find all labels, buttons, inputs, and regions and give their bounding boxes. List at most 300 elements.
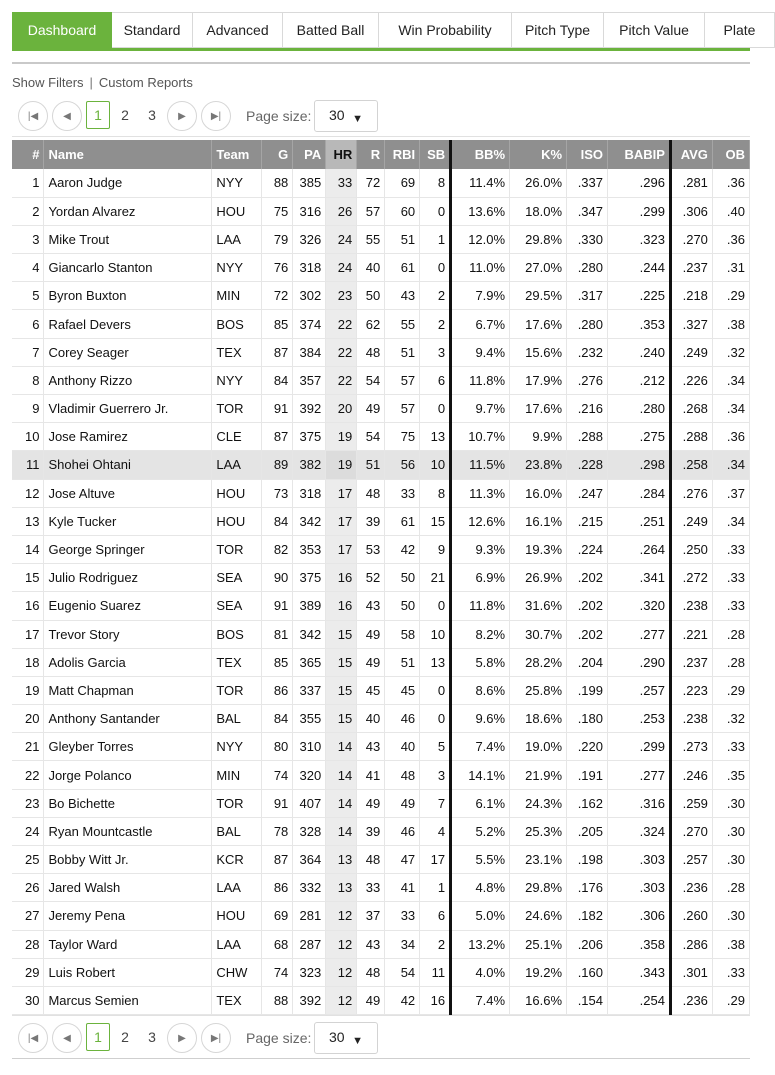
col-iso-cell: .247 <box>567 479 608 507</box>
col-rbi-cell: 45 <box>385 676 420 704</box>
col-name-cell[interactable]: Taylor Ward <box>44 930 212 958</box>
col-rank-cell: 13 <box>12 507 44 535</box>
col-team-cell[interactable]: TOR <box>212 789 262 817</box>
col-name-cell[interactable]: Anthony Rizzo <box>44 366 212 394</box>
col-rbi-cell: 40 <box>385 733 420 761</box>
col-bb-pct-cell: 11.4% <box>451 169 510 197</box>
col-hr-cell: 15 <box>326 620 357 648</box>
col-bb-pct-cell: 5.8% <box>451 648 510 676</box>
last-page-icon[interactable]: ▶| <box>201 1023 231 1053</box>
col-sb-cell: 5 <box>420 733 451 761</box>
first-page-icon[interactable]: |◀ <box>18 1023 48 1053</box>
col-bb-pct-cell: 11.3% <box>451 479 510 507</box>
table-row[interactable] <box>12 986 750 1014</box>
col-g-cell: 76 <box>262 254 293 282</box>
col-name-cell[interactable]: Eugenio Suarez <box>44 592 212 620</box>
table-row[interactable] <box>12 648 750 676</box>
page-1[interactable]: 1 <box>86 1023 110 1051</box>
col-pa-cell: 392 <box>293 986 326 1014</box>
tab-pitch-value[interactable]: Pitch Value <box>604 12 705 48</box>
table-row[interactable] <box>12 733 750 761</box>
col-bb-pct-cell: 6.9% <box>451 564 510 592</box>
page-2[interactable]: 2 <box>121 107 129 123</box>
table-row[interactable] <box>12 395 750 423</box>
col-obp-cell: .34 <box>712 395 749 423</box>
page-size-select[interactable] <box>314 1022 378 1054</box>
col-pa-cell: 337 <box>293 676 326 704</box>
col-babip-cell: .324 <box>608 817 671 845</box>
col-babip-cell: .244 <box>608 254 671 282</box>
col-rbi-cell: 33 <box>385 902 420 930</box>
table-row[interactable] <box>12 676 750 704</box>
col-name-cell[interactable]: Yordan Alvarez <box>44 197 212 225</box>
col-sb-cell: 9 <box>420 535 451 563</box>
col-babip-cell: .264 <box>608 535 671 563</box>
table-row[interactable] <box>12 282 750 310</box>
col-avg-cell: .226 <box>670 366 712 394</box>
col-babip-cell: .303 <box>608 846 671 874</box>
col-team-cell[interactable]: SEA <box>212 564 262 592</box>
header-col-bb-pct[interactable]: BB% <box>451 140 510 169</box>
col-team-cell[interactable]: NYY <box>212 169 262 197</box>
col-babip-cell: .306 <box>608 902 671 930</box>
col-rbi-cell: 50 <box>385 564 420 592</box>
col-k-pct-cell: 9.9% <box>510 423 567 451</box>
col-babip-cell: .303 <box>608 874 671 902</box>
col-rank-cell: 11 <box>12 451 44 479</box>
header-col-avg[interactable]: AVG <box>670 140 712 169</box>
col-pa-cell: 407 <box>293 789 326 817</box>
col-team-cell[interactable]: TOR <box>212 395 262 423</box>
tab-dashboard[interactable]: Dashboard <box>12 12 112 48</box>
col-k-pct-cell: 18.6% <box>510 705 567 733</box>
col-g-cell: 84 <box>262 507 293 535</box>
custom-reports-link[interactable]: Custom Reports <box>98 75 193 90</box>
col-hr-cell: 14 <box>326 789 357 817</box>
col-team-cell[interactable]: TOR <box>212 676 262 704</box>
col-obp-cell: .36 <box>712 169 749 197</box>
table-row[interactable] <box>12 197 750 225</box>
col-iso-cell: .337 <box>567 169 608 197</box>
col-name-cell[interactable]: George Springer <box>44 535 212 563</box>
col-hr-cell: 24 <box>326 254 357 282</box>
col-rbi-cell: 57 <box>385 366 420 394</box>
table-row[interactable] <box>12 761 750 789</box>
col-pa-cell: 384 <box>293 338 326 366</box>
col-name-cell[interactable]: Mike Trout <box>44 225 212 253</box>
col-name-cell[interactable]: Bobby Witt Jr. <box>44 846 212 874</box>
col-team-cell[interactable]: BOS <box>212 620 262 648</box>
col-hr-cell: 22 <box>326 366 357 394</box>
col-name-cell[interactable]: Vladimir Guerrero Jr. <box>44 395 212 423</box>
col-sb-cell: 1 <box>420 225 451 253</box>
col-hr-cell: 22 <box>326 310 357 338</box>
table-row[interactable] <box>12 592 750 620</box>
next-page-icon[interactable]: ▶ <box>167 1023 197 1053</box>
col-avg-cell: .249 <box>670 338 712 366</box>
col-name-cell[interactable]: Kyle Tucker <box>44 507 212 535</box>
tab-win-probability[interactable]: Win Probability <box>379 12 512 48</box>
table-row[interactable] <box>12 451 750 479</box>
col-team-cell[interactable]: NYY <box>212 254 262 282</box>
col-k-pct-cell: 25.1% <box>510 930 567 958</box>
header-row <box>12 140 750 169</box>
col-k-pct-cell: 17.9% <box>510 366 567 394</box>
col-name-cell[interactable]: Corey Seager <box>44 338 212 366</box>
col-iso-cell: .198 <box>567 846 608 874</box>
col-iso-cell: .216 <box>567 395 608 423</box>
col-sb-cell: 6 <box>420 366 451 394</box>
col-g-cell: 68 <box>262 930 293 958</box>
header-col-sb[interactable]: SB <box>420 140 451 169</box>
col-pa-cell: 281 <box>293 902 326 930</box>
col-team-cell[interactable]: BOS <box>212 310 262 338</box>
header-col-babip[interactable]: BABIP <box>608 140 671 169</box>
col-name-cell[interactable]: Giancarlo Stanton <box>44 254 212 282</box>
col-avg-cell: .237 <box>670 648 712 676</box>
page-3[interactable]: 3 <box>148 1029 156 1045</box>
col-obp-cell: .30 <box>712 817 749 845</box>
col-rank-cell: 22 <box>12 761 44 789</box>
table-row[interactable] <box>12 874 750 902</box>
col-name-cell[interactable]: Marcus Semien <box>44 986 212 1014</box>
col-name-cell[interactable]: Jorge Polanco <box>44 761 212 789</box>
col-name-cell[interactable]: Jose Ramirez <box>44 423 212 451</box>
table-row[interactable] <box>12 846 750 874</box>
col-team-cell[interactable]: SEA <box>212 592 262 620</box>
col-hr-cell: 17 <box>326 507 357 535</box>
col-name-cell[interactable]: Shohei Ohtani <box>44 451 212 479</box>
col-r-cell: 53 <box>357 535 385 563</box>
col-rbi-cell: 51 <box>385 338 420 366</box>
col-rank-cell: 14 <box>12 535 44 563</box>
col-avg-cell: .258 <box>670 451 712 479</box>
col-team-cell[interactable]: MIN <box>212 761 262 789</box>
col-iso-cell: .330 <box>567 225 608 253</box>
col-bb-pct-cell: 9.7% <box>451 395 510 423</box>
col-team-cell[interactable]: BAL <box>212 817 262 845</box>
filter-separator: | <box>89 75 93 90</box>
col-r-cell: 40 <box>357 705 385 733</box>
col-g-cell: 91 <box>262 592 293 620</box>
tab-advanced[interactable]: Advanced <box>193 12 283 48</box>
col-obp-cell: .29 <box>712 282 749 310</box>
col-pa-cell: 318 <box>293 479 326 507</box>
page-3[interactable]: 3 <box>148 107 156 123</box>
col-name-cell[interactable]: Rafael Devers <box>44 310 212 338</box>
next-page-icon[interactable]: ▶ <box>167 101 197 131</box>
col-iso-cell: .162 <box>567 789 608 817</box>
col-sb-cell: 0 <box>420 592 451 620</box>
col-k-pct-cell: 17.6% <box>510 310 567 338</box>
col-babip-cell: .316 <box>608 789 671 817</box>
col-obp-cell: .28 <box>712 648 749 676</box>
col-name-cell[interactable]: Aaron Judge <box>44 169 212 197</box>
col-g-cell: 75 <box>262 197 293 225</box>
col-name-cell[interactable]: Byron Buxton <box>44 282 212 310</box>
col-avg-cell: .270 <box>670 817 712 845</box>
col-rbi-cell: 61 <box>385 254 420 282</box>
col-obp-cell: .34 <box>712 451 749 479</box>
col-obp-cell: .29 <box>712 676 749 704</box>
col-babip-cell: .299 <box>608 197 671 225</box>
tab-pitch-type[interactable]: Pitch Type <box>512 12 604 48</box>
header-col-name[interactable]: Name <box>44 140 212 169</box>
col-rank-cell: 12 <box>12 479 44 507</box>
prev-page-icon[interactable]: ◀ <box>52 1023 82 1053</box>
col-team-cell[interactable]: HOU <box>212 479 262 507</box>
col-sb-cell: 16 <box>420 986 451 1014</box>
col-g-cell: 79 <box>262 225 293 253</box>
col-pa-cell: 374 <box>293 310 326 338</box>
col-sb-cell: 10 <box>420 620 451 648</box>
table-row[interactable] <box>12 789 750 817</box>
col-rank-cell: 21 <box>12 733 44 761</box>
table-row[interactable] <box>12 423 750 451</box>
col-babip-cell: .341 <box>608 564 671 592</box>
col-hr-cell: 33 <box>326 169 357 197</box>
header-col-rank[interactable]: # <box>12 140 44 169</box>
col-name-cell[interactable]: Ryan Mountcastle <box>44 817 212 845</box>
col-name-cell[interactable]: Jose Altuve <box>44 479 212 507</box>
col-rbi-cell: 55 <box>385 310 420 338</box>
col-r-cell: 37 <box>357 902 385 930</box>
col-k-pct-cell: 23.8% <box>510 451 567 479</box>
col-avg-cell: .272 <box>670 564 712 592</box>
table-row[interactable] <box>12 930 750 958</box>
page-size-value: 30 <box>329 107 345 123</box>
col-babip-cell: .275 <box>608 423 671 451</box>
col-hr-cell: 26 <box>326 197 357 225</box>
col-iso-cell: .276 <box>567 366 608 394</box>
col-team-cell[interactable]: LAA <box>212 930 262 958</box>
col-pa-cell: 355 <box>293 705 326 733</box>
col-rank-cell: 30 <box>12 986 44 1014</box>
col-pa-cell: 353 <box>293 535 326 563</box>
col-k-pct-cell: 16.0% <box>510 479 567 507</box>
filter-links <box>12 75 193 90</box>
page-size-select[interactable] <box>314 100 378 132</box>
col-obp-cell: .34 <box>712 366 749 394</box>
col-rbi-cell: 60 <box>385 197 420 225</box>
header-col-hr[interactable]: HR <box>326 140 357 169</box>
col-name-cell[interactable]: Adolis Garcia <box>44 648 212 676</box>
col-avg-cell: .306 <box>670 197 712 225</box>
table-row[interactable] <box>12 169 750 197</box>
col-name-cell[interactable]: Bo Bichette <box>44 789 212 817</box>
col-sb-cell: 3 <box>420 761 451 789</box>
col-r-cell: 48 <box>357 958 385 986</box>
table-row[interactable] <box>12 902 750 930</box>
col-k-pct-cell: 25.3% <box>510 817 567 845</box>
col-babip-cell: .212 <box>608 366 671 394</box>
col-iso-cell: .215 <box>567 507 608 535</box>
col-team-cell[interactable]: NYY <box>212 366 262 394</box>
col-team-cell[interactable]: CHW <box>212 958 262 986</box>
col-bb-pct-cell: 6.1% <box>451 789 510 817</box>
col-name-cell[interactable]: Matt Chapman <box>44 676 212 704</box>
col-babip-cell: .280 <box>608 395 671 423</box>
tab-batted-ball[interactable]: Batted Ball <box>283 12 379 48</box>
col-rank-cell: 3 <box>12 225 44 253</box>
col-sb-cell: 0 <box>420 395 451 423</box>
col-team-cell[interactable]: HOU <box>212 902 262 930</box>
col-rank-cell: 28 <box>12 930 44 958</box>
col-g-cell: 85 <box>262 310 293 338</box>
col-avg-cell: .273 <box>670 733 712 761</box>
col-rbi-cell: 69 <box>385 169 420 197</box>
col-team-cell[interactable]: KCR <box>212 846 262 874</box>
col-pa-cell: 302 <box>293 282 326 310</box>
col-pa-cell: 328 <box>293 817 326 845</box>
col-obp-cell: .32 <box>712 705 749 733</box>
table-row[interactable] <box>12 310 750 338</box>
table-row[interactable] <box>12 535 750 563</box>
col-name-cell[interactable]: Gleyber Torres <box>44 733 212 761</box>
col-team-cell[interactable]: LAA <box>212 225 262 253</box>
col-hr-cell: 20 <box>326 395 357 423</box>
col-avg-cell: .249 <box>670 507 712 535</box>
col-babip-cell: .254 <box>608 986 671 1014</box>
col-iso-cell: .280 <box>567 310 608 338</box>
header-col-obp[interactable]: OB <box>712 140 749 169</box>
col-sb-cell: 2 <box>420 930 451 958</box>
col-bb-pct-cell: 7.4% <box>451 986 510 1014</box>
col-obp-cell: .33 <box>712 564 749 592</box>
col-bb-pct-cell: 10.7% <box>451 423 510 451</box>
last-page-icon[interactable]: ▶| <box>201 101 231 131</box>
col-team-cell[interactable]: NYY <box>212 733 262 761</box>
col-sb-cell: 11 <box>420 958 451 986</box>
col-bb-pct-cell: 4.0% <box>451 958 510 986</box>
tab-standard[interactable]: Standard <box>112 12 193 48</box>
show-filters-link[interactable]: Show Filters <box>12 75 84 90</box>
header-col-iso[interactable]: ISO <box>567 140 608 169</box>
pager-top <box>12 95 750 137</box>
col-team-cell[interactable]: HOU <box>212 197 262 225</box>
col-team-cell[interactable]: TOR <box>212 535 262 563</box>
col-g-cell: 74 <box>262 958 293 986</box>
col-pa-cell: 382 <box>293 451 326 479</box>
col-rank-cell: 10 <box>12 423 44 451</box>
col-obp-cell: .33 <box>712 958 749 986</box>
col-r-cell: 54 <box>357 366 385 394</box>
col-name-cell[interactable]: Jared Walsh <box>44 874 212 902</box>
col-bb-pct-cell: 5.5% <box>451 846 510 874</box>
col-rank-cell: 9 <box>12 395 44 423</box>
first-page-icon[interactable]: |◀ <box>18 101 48 131</box>
col-obp-cell: .34 <box>712 507 749 535</box>
header-col-rbi[interactable]: RBI <box>385 140 420 169</box>
table-row[interactable] <box>12 958 750 986</box>
col-name-cell[interactable]: Luis Robert <box>44 958 212 986</box>
col-hr-cell: 13 <box>326 874 357 902</box>
col-g-cell: 90 <box>262 564 293 592</box>
pager-bottom <box>12 1015 750 1059</box>
col-team-cell[interactable]: HOU <box>212 507 262 535</box>
table-row[interactable] <box>12 817 750 845</box>
col-team-cell[interactable]: TEX <box>212 338 262 366</box>
col-pa-cell: 342 <box>293 507 326 535</box>
col-rbi-cell: 51 <box>385 648 420 676</box>
table-row[interactable] <box>12 479 750 507</box>
header-col-r[interactable]: R <box>357 140 385 169</box>
col-babip-cell: .358 <box>608 930 671 958</box>
col-team-cell[interactable]: LAA <box>212 451 262 479</box>
col-name-cell[interactable]: Trevor Story <box>44 620 212 648</box>
col-rank-cell: 16 <box>12 592 44 620</box>
table-row[interactable] <box>12 338 750 366</box>
col-r-cell: 49 <box>357 620 385 648</box>
col-iso-cell: .205 <box>567 817 608 845</box>
col-iso-cell: .202 <box>567 564 608 592</box>
col-avg-cell: .288 <box>670 423 712 451</box>
col-team-cell[interactable]: TEX <box>212 986 262 1014</box>
col-pa-cell: 375 <box>293 564 326 592</box>
col-avg-cell: .286 <box>670 930 712 958</box>
table-row[interactable] <box>12 705 750 733</box>
col-babip-cell: .277 <box>608 620 671 648</box>
col-r-cell: 45 <box>357 676 385 704</box>
col-name-cell[interactable]: Jeremy Pena <box>44 902 212 930</box>
col-rank-cell: 19 <box>12 676 44 704</box>
tab-plate[interactable]: Plate <box>705 12 775 48</box>
table-row[interactable] <box>12 620 750 648</box>
col-team-cell[interactable]: TEX <box>212 648 262 676</box>
col-name-cell[interactable]: Anthony Santander <box>44 705 212 733</box>
col-name-cell[interactable]: Julio Rodriguez <box>44 564 212 592</box>
col-babip-cell: .298 <box>608 451 671 479</box>
col-pa-cell: 342 <box>293 620 326 648</box>
header-col-g[interactable]: G <box>262 140 293 169</box>
col-avg-cell: .236 <box>670 986 712 1014</box>
col-k-pct-cell: 21.9% <box>510 761 567 789</box>
table-row[interactable] <box>12 507 750 535</box>
page-2[interactable]: 2 <box>121 1029 129 1045</box>
header-col-pa[interactable]: PA <box>293 140 326 169</box>
col-r-cell: 51 <box>357 451 385 479</box>
col-team-cell[interactable]: LAA <box>212 874 262 902</box>
table-row[interactable] <box>12 225 750 253</box>
table-row[interactable] <box>12 254 750 282</box>
col-obp-cell: .30 <box>712 846 749 874</box>
col-babip-cell: .343 <box>608 958 671 986</box>
col-k-pct-cell: 28.2% <box>510 648 567 676</box>
col-rbi-cell: 42 <box>385 986 420 1014</box>
col-r-cell: 39 <box>357 507 385 535</box>
page-1[interactable]: 1 <box>86 101 110 129</box>
col-r-cell: 49 <box>357 986 385 1014</box>
col-avg-cell: .237 <box>670 254 712 282</box>
table-row[interactable] <box>12 366 750 394</box>
table-row[interactable] <box>12 564 750 592</box>
col-team-cell[interactable]: MIN <box>212 282 262 310</box>
col-babip-cell: .284 <box>608 479 671 507</box>
col-k-pct-cell: 25.8% <box>510 676 567 704</box>
report-tabs <box>12 12 775 48</box>
col-rbi-cell: 41 <box>385 874 420 902</box>
col-rank-cell: 2 <box>12 197 44 225</box>
col-rbi-cell: 46 <box>385 705 420 733</box>
col-team-cell[interactable]: BAL <box>212 705 262 733</box>
col-hr-cell: 14 <box>326 761 357 789</box>
col-team-cell[interactable]: CLE <box>212 423 262 451</box>
col-iso-cell: .280 <box>567 254 608 282</box>
header-col-k-pct[interactable]: K% <box>510 140 567 169</box>
prev-page-icon[interactable]: ◀ <box>52 101 82 131</box>
header-col-team[interactable]: Team <box>212 140 262 169</box>
col-iso-cell: .347 <box>567 197 608 225</box>
